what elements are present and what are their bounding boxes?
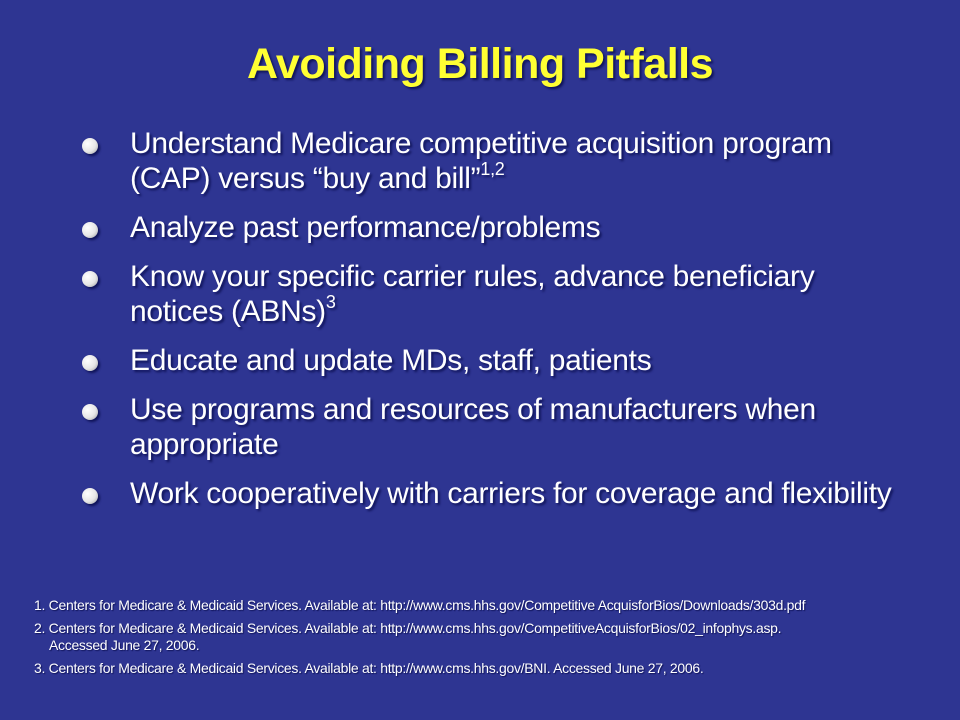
bullet-text: Work cooperatively with carriers for coverage and flexibility bbox=[130, 477, 892, 510]
reference-number: 2. bbox=[34, 620, 46, 636]
slide-title: Avoiding Billing Pitfalls bbox=[246, 40, 714, 88]
bullet-text: Use programs and resources of manufacturers when appropriate bbox=[130, 393, 816, 461]
reference-item bbox=[34, 660, 934, 677]
citation-superscript: 1,2 bbox=[480, 159, 505, 179]
bullet-item bbox=[80, 343, 900, 378]
bullet-item bbox=[80, 259, 900, 329]
reference-text: Centers for Medicare & Medicaid Services. Available at: http://www.cms.hhs.gov/BNI. Accessed June 27, 2006. bbox=[48, 660, 704, 676]
bullet-text: Understand Medicare competitive acquisition program (CAP) versus “buy and bill” bbox=[130, 127, 832, 195]
bullet-item bbox=[80, 210, 900, 245]
bullet-text: Analyze past performance/problems bbox=[130, 211, 601, 244]
reference-text: Centers for Medicare & Medicaid Services. Available at: http://www.cms.hhs.gov/Competitive AcquisforBios/Downloads/303d.pdf bbox=[48, 597, 806, 613]
citation-superscript: 3 bbox=[325, 292, 336, 312]
bullet-dot-icon bbox=[82, 138, 98, 154]
bullet-item bbox=[80, 126, 900, 196]
bullet-dot-icon bbox=[82, 404, 98, 420]
bullet-item bbox=[80, 476, 900, 511]
bullet-text: Know your specific carrier rules, advance beneficiary notices (ABNs) bbox=[130, 260, 815, 328]
reference-number: 1. bbox=[34, 597, 46, 613]
bullet-dot-icon bbox=[82, 488, 98, 504]
bullet-dot-icon bbox=[82, 222, 98, 238]
reference-list bbox=[34, 597, 934, 683]
bullet-item bbox=[80, 392, 900, 462]
reference-number: 3. bbox=[34, 660, 46, 676]
reference-continuation: Accessed June 27, 2006. bbox=[49, 637, 200, 653]
reference-text: Centers for Medicare & Medicaid Services. Available at: http://www.cms.hhs.gov/CompetitiveAcquisforBios/02_infophys.asp. bbox=[48, 620, 782, 636]
bullet-dot-icon bbox=[82, 355, 98, 371]
reference-item bbox=[34, 597, 934, 614]
bullet-list bbox=[80, 126, 900, 525]
reference-item bbox=[34, 620, 934, 654]
bullet-text: Educate and update MDs, staff, patients bbox=[130, 344, 652, 377]
bullet-dot-icon bbox=[82, 271, 98, 287]
